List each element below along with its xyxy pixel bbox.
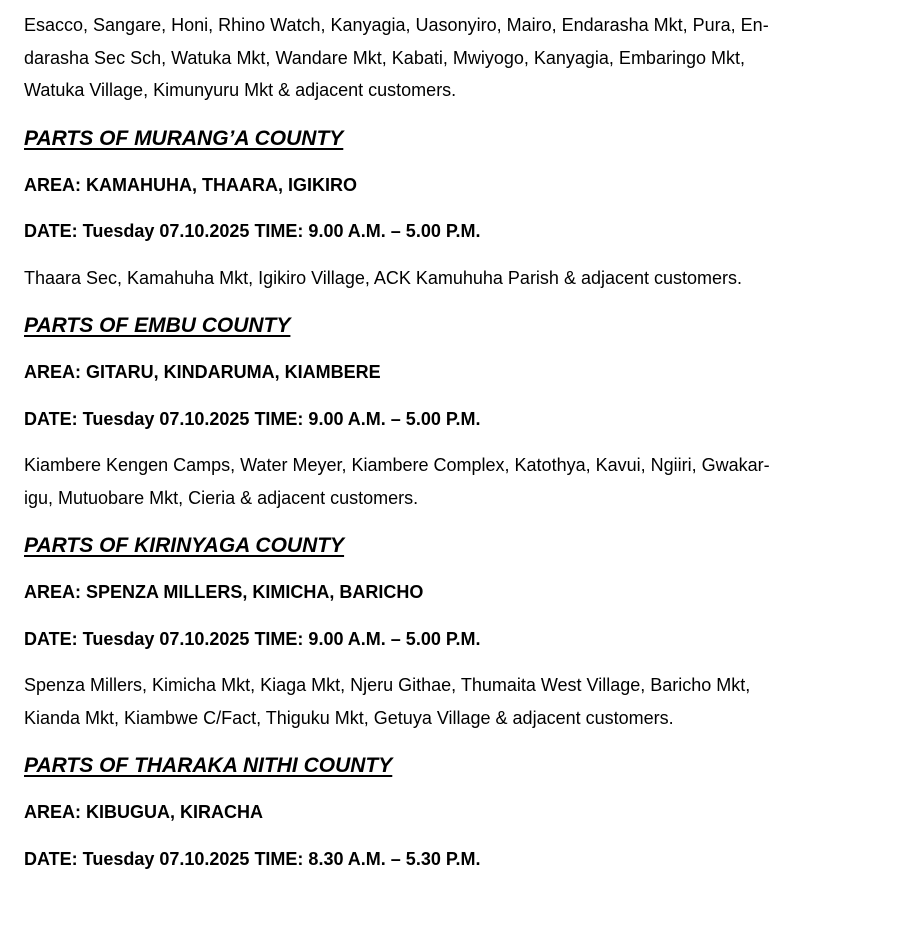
text-line: Kiambere Kengen Camps, Water Meyer, Kiambere Complex, Katothya, Kavui, Ngiiri, Gwakar-	[24, 455, 770, 475]
section-kirinyaga-county	[24, 528, 881, 734]
date-time-line: DATE: Tuesday 07.10.2025 TIME: 9.00 A.M. – 5.00 P.M.	[24, 408, 481, 429]
area-line: AREA: KIBUGUA, KIRACHA	[24, 802, 263, 822]
section-heading: PARTS OF KIRINYAGA COUNTY	[24, 534, 345, 557]
text-line: darasha Sec Sch, Watuka Mkt, Wandare Mkt, Kabati, Mwiyogo, Kanyagia, Embaringo Mkt,	[24, 47, 745, 68]
text-line: Kianda Mkt, Kiambwe C/Fact, Thiguku Mkt, Getuya Village & adjacent customers.	[24, 707, 674, 728]
intro-paragraph	[24, 9, 881, 107]
customers-paragraph	[24, 449, 881, 514]
text-line: Thaara Sec, Kamahuha Mkt, Igikiro Village, ACK Kamuhuha Parish & adjacent customers.	[24, 267, 743, 288]
section-heading: PARTS OF MURANG’A COUNTY	[24, 126, 344, 150]
section-embu-county	[24, 308, 881, 514]
customers-paragraph	[24, 262, 881, 295]
section-heading: PARTS OF EMBU COUNTY	[24, 314, 291, 337]
date-time-line: DATE: Tuesday 07.10.2025 TIME: 9.00 A.M. – 5.00 P.M.	[24, 221, 481, 241]
area-line: AREA: GITARU, KINDARUMA, KIAMBERE	[24, 362, 381, 382]
section-tharaka-nithi-county	[24, 748, 881, 875]
date-time-line: DATE: Tuesday 07.10.2025 TIME: 9.00 A.M. – 5.00 P.M.	[24, 628, 481, 649]
text-line: Spenza Millers, Kimicha Mkt, Kiaga Mkt, Njeru Githae, Thumaita West Village, Baricho Mkt,	[24, 675, 751, 695]
customers-paragraph	[24, 669, 881, 734]
text-line: Watuka Village, Kimunyuru Mkt & adjacent customers.	[24, 80, 457, 100]
text-line: Esacco, Sangare, Honi, Rhino Watch, Kanyagia, Uasonyiro, Mairo, Endarasha Mkt, Pura, En-	[24, 15, 769, 35]
section-heading: PARTS OF THARAKA NITHI COUNTY	[24, 754, 393, 777]
text-line: igu, Mutuobare Mkt, Cieria & adjacent customers.	[24, 487, 419, 508]
date-time-line: DATE: Tuesday 07.10.2025 TIME: 8.30 A.M. – 5.30 P.M.	[24, 848, 481, 869]
section-muranga-county	[24, 121, 881, 295]
area-line: AREA: SPENZA MILLERS, KIMICHA, BARICHO	[24, 582, 424, 602]
area-line: AREA: KAMAHUHA, THAARA, IGIKIRO	[24, 174, 357, 195]
